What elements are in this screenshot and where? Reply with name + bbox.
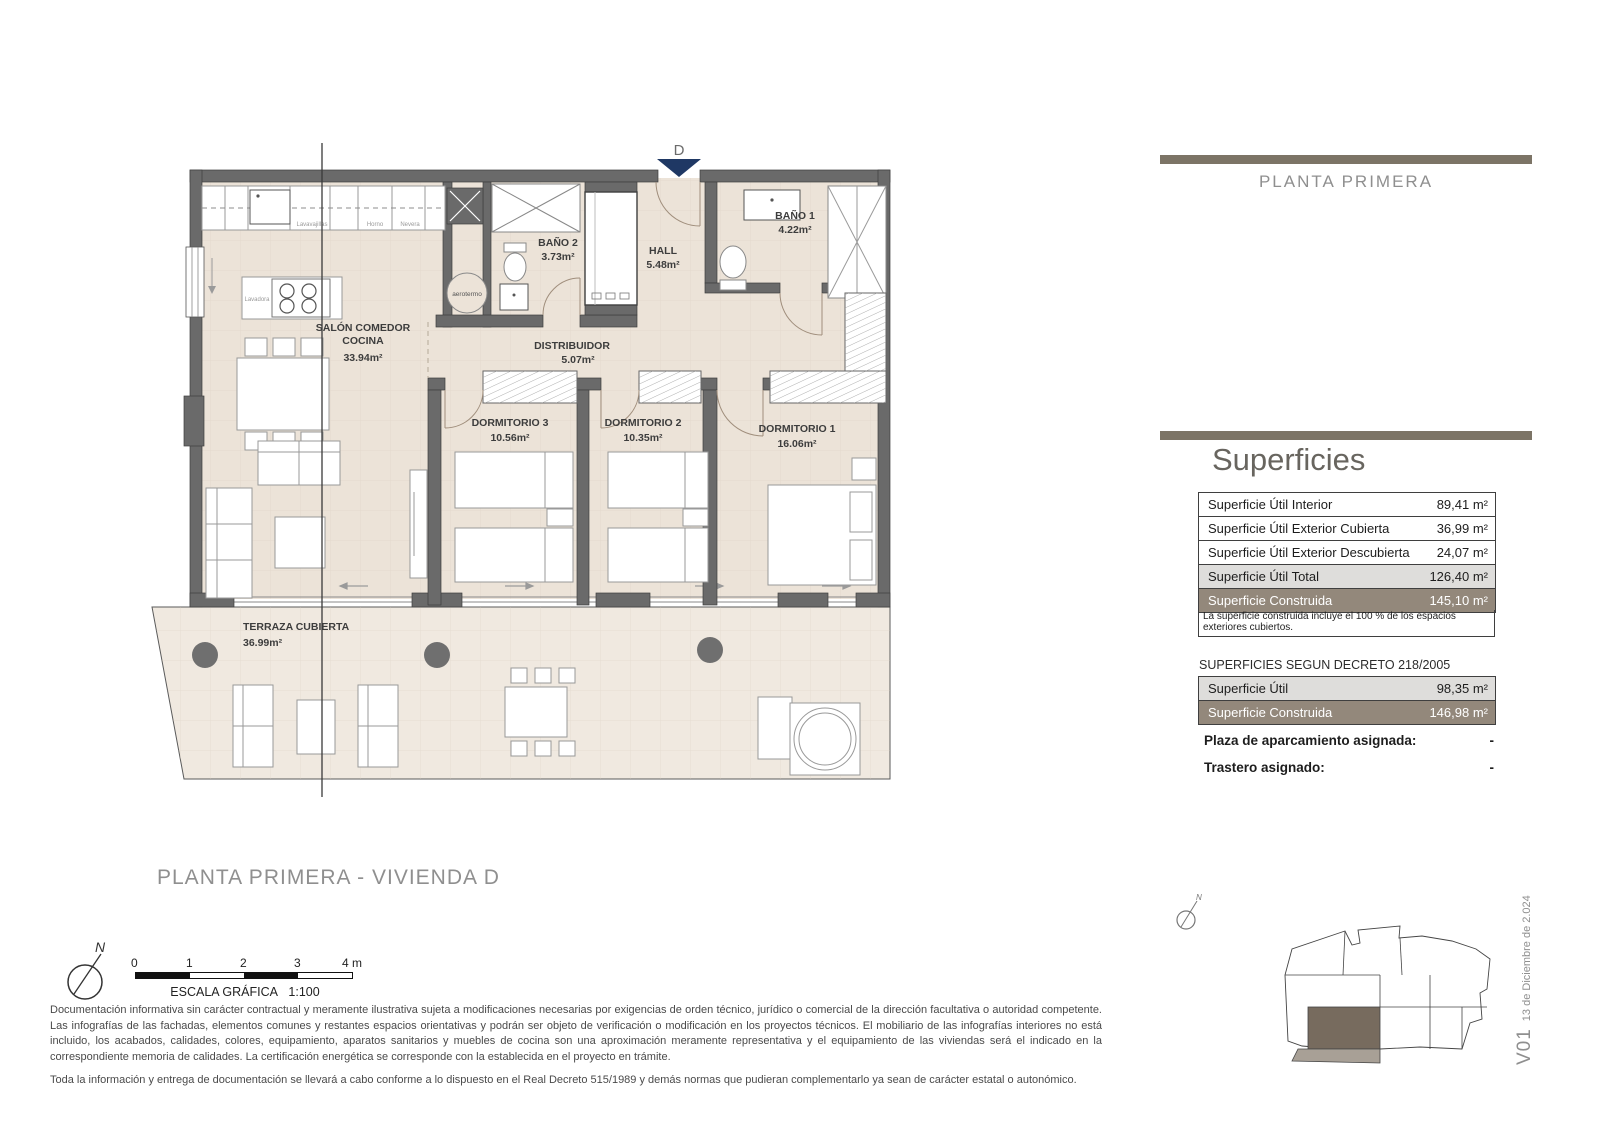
- keyplan-terrace-highlight: [1292, 1049, 1380, 1063]
- parking-label: Plaza de aparcamiento asignada:: [1204, 733, 1417, 748]
- row-label: Superficie Útil Exterior Cubierta: [1208, 521, 1390, 536]
- scale-segment: [298, 973, 352, 978]
- room-label-salon2: COCINA: [342, 335, 384, 347]
- scale-bar: [135, 972, 353, 979]
- keyplan-north-letter: N: [1196, 893, 1202, 902]
- surfaces-table: [1198, 492, 1496, 613]
- hall-shaft: [585, 192, 637, 305]
- plan-title: PLANTA PRIMERA - VIVIENDA D: [157, 866, 500, 889]
- room-label-dorm2: DORMITORIO 2: [604, 417, 682, 429]
- row-value: 36,99 m²: [1436, 521, 1488, 536]
- scale-segment: [136, 973, 190, 978]
- scale-label-text: ESCALA GRÁFICA: [170, 985, 278, 999]
- row-value: 126,40 m²: [1429, 569, 1488, 584]
- table-row-total: [1199, 565, 1495, 589]
- room-area-dorm2: 10.35m²: [623, 432, 663, 444]
- table-row: [1199, 493, 1495, 517]
- scale-segment: [244, 973, 298, 978]
- aerotermo-label: aerotermo: [452, 291, 482, 298]
- scale-ratio: 1:100: [288, 985, 320, 999]
- room-area-bano2: 3.73m²: [541, 251, 575, 263]
- appliance-label-nevera: Nevera: [400, 222, 420, 228]
- surfaces-accent-bar: [1160, 431, 1532, 440]
- north-arrow-icon: [55, 938, 125, 1000]
- room-label-bano2: BAÑO 2: [538, 237, 578, 249]
- row-value: 24,07 m²: [1436, 545, 1488, 560]
- scale-tick-3: 3: [294, 956, 301, 970]
- table-row: [1199, 541, 1495, 565]
- storage-row: [1204, 760, 1494, 775]
- room-label-terraza: TERRAZA CUBIERTA: [243, 621, 350, 633]
- row-label: Superficie Construida: [1208, 593, 1333, 608]
- row-label: Superficie Útil Interior: [1208, 497, 1333, 512]
- entrance-letter: D: [673, 142, 685, 159]
- row-value: 89,41 m²: [1436, 497, 1488, 512]
- room-area-hall: 5.48m²: [646, 259, 680, 271]
- parking-value: -: [1489, 733, 1494, 748]
- site-keyplan: [1240, 915, 1500, 1075]
- room-area-dorm1: 16.06m²: [777, 438, 817, 450]
- floor-label: PLANTA PRIMERA: [1258, 172, 1434, 191]
- room-label-dorm1: DORMITORIO 1: [758, 423, 836, 435]
- parking-row: [1204, 733, 1494, 748]
- room-label-distribuidor: DISTRIBUIDOR: [534, 340, 610, 352]
- entrance-arrow-icon: [657, 159, 701, 177]
- table-row-construida: [1199, 589, 1495, 612]
- scale-segment: [190, 973, 244, 978]
- version-date: 13 de Diciembre de 2.024: [1521, 895, 1533, 1022]
- table-row: [1199, 677, 1495, 701]
- room-label-hall: HALL: [649, 245, 677, 257]
- row-value: 146,98 m²: [1429, 705, 1488, 720]
- top-accent-bar: [1160, 155, 1532, 164]
- room-label-bano1: BAÑO 1: [775, 210, 815, 222]
- scale-label: [120, 985, 370, 999]
- row-label: Superficie Construida: [1208, 705, 1333, 720]
- version-block: [1514, 895, 1542, 1065]
- row-label: Superficie Útil Exterior Descubierta: [1208, 545, 1410, 560]
- table-row-construida: [1199, 701, 1495, 724]
- appliance-label-lavavajillas: Lavavajillas: [296, 222, 328, 228]
- row-label: Superficie Útil Total: [1208, 569, 1320, 584]
- row-value: 98,35 m²: [1436, 681, 1488, 696]
- appliance-label-horno: Horno: [366, 222, 384, 228]
- scale-tick-4: 4 m: [342, 956, 363, 970]
- disclaimer-paragraph: Documentación informativa sin carácter contractual y meramente ilustrativa sujeta a modificaciones necesarias por exigencias de orden técnico, jurídico o comercial de la dirección facultativa o autoridad competente. Las infografías de las fachadas, elementos comunes y restantes espacios orientativas y podrán ser objeto de verificación o modificación en los proyectos técnicos. El mobiliario de las infografías interiores no está incluido, los acabados, calidades, colores, equipamiento, aparatos sanitarios y muebles de cocina son una aproximación meramente representativa y el equipamiento de las viviendas será el indicado en la correspondiente memoria de calidades. La certificación energética se corresponde con la establecida en el proyecto en trámite.: [50, 1004, 1102, 1063]
- surfaces-title: Superficies: [1212, 442, 1366, 477]
- row-value: 145,10 m²: [1429, 593, 1488, 608]
- table-row: [1199, 517, 1495, 541]
- storage-value: -: [1489, 760, 1494, 775]
- room-label-dorm3: DORMITORIO 3: [471, 417, 549, 429]
- scale-tick-0: 0: [131, 956, 138, 970]
- room-area-salon: 33.94m²: [343, 352, 383, 364]
- appliance-label-lavadora: Lavadora: [244, 297, 270, 303]
- decree-table: [1198, 676, 1496, 725]
- keyplan-north-icon: [1150, 890, 1214, 938]
- surfaces-note: La superficie construida incluye el 100 % de los espacios exteriores cubiertos.: [1198, 610, 1495, 637]
- room-area-bano1: 4.22m²: [778, 224, 812, 236]
- room-area-dorm3: 10.56m²: [490, 432, 530, 444]
- room-label-salon: SALÓN COMEDOR: [315, 322, 411, 334]
- scale-tick-1: 1: [186, 956, 193, 970]
- keyplan-unit-highlight: [1308, 1007, 1380, 1049]
- scale-tick-2: 2: [240, 956, 247, 970]
- floor-plan: [140, 130, 910, 800]
- north-letter: N: [95, 939, 106, 955]
- version-label: V01: [1514, 1028, 1535, 1065]
- decree-title: SUPERFICIES SEGUN DECRETO 218/2005: [1199, 658, 1451, 672]
- room-area-terraza: 36.99m²: [243, 637, 283, 649]
- room-area-distribuidor: 5.07m²: [561, 354, 595, 366]
- storage-label: Trastero asignado:: [1204, 760, 1325, 775]
- row-label: Superficie Útil: [1208, 681, 1289, 696]
- disclaimer-final-line: Toda la información y entrega de documentación se llevará a cabo conforme a lo dispuesto en el Real Decreto 515/1989 y demás normas que pudieran complementarlo ya sean de carácter estatal o autonómico.: [50, 1074, 1077, 1086]
